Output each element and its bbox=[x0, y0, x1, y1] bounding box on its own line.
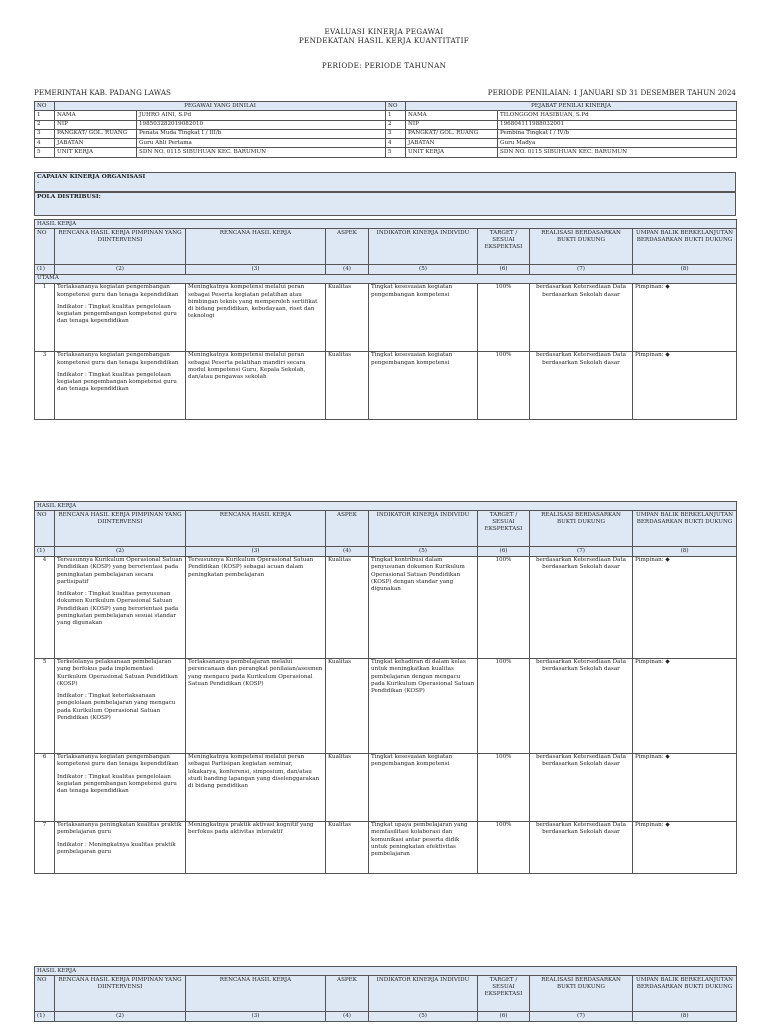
row-no: 6 bbox=[35, 753, 55, 821]
col-number: (6) bbox=[478, 1012, 530, 1021]
col-number: (4) bbox=[326, 547, 369, 556]
id-no: 1 bbox=[386, 111, 406, 120]
row-aspek: Kualitas bbox=[326, 658, 369, 753]
col-header: RENCANA HASIL KERJA bbox=[186, 511, 326, 547]
pegawai-nama: JUHRO AINI, S.Pd bbox=[137, 111, 386, 120]
table-row bbox=[35, 556, 737, 658]
col-header: NO bbox=[35, 511, 55, 547]
col-number: (8) bbox=[633, 1012, 737, 1021]
row-target: 100% bbox=[478, 556, 530, 658]
pegawai-header: PEGAWAI YANG DINILAI bbox=[55, 102, 386, 111]
capaian-section bbox=[34, 172, 736, 192]
row-indikator: Tingkat kehadiran di dalam kelas untuk meningkatkan kualitas pembelajaran dengan mengacu pada Kurikulum Operasional Satuan Pendidikan (KOSP) bbox=[369, 658, 478, 753]
pimpinan-indikator: Indikator : Tingkat kualitas penyusunan dokumen Kurikulum Operasional Satuan Pendidikan (KOSP) yang berorientasi pada peningkatan pembelajaran sesuai standar yang digunakan bbox=[57, 591, 179, 627]
col-number: (5) bbox=[369, 265, 478, 274]
no-header: NO bbox=[35, 102, 55, 111]
row-pimpinan bbox=[55, 556, 186, 658]
capaian-title: CAPAIAN KINERJA ORGANISASI bbox=[37, 173, 146, 180]
pejabat-unit: SDN NO. 0115 SIBUHUAN KEC. BARUMUN bbox=[498, 148, 737, 157]
id-no: 2 bbox=[386, 120, 406, 129]
table-row bbox=[35, 658, 737, 753]
id-label: UNIT KERJA bbox=[55, 148, 137, 157]
row-umpan-balik: Pimpinan: ◆ bbox=[633, 556, 737, 658]
col-header: RENCANA HASIL KERJA bbox=[186, 229, 326, 265]
row-no: 7 bbox=[35, 821, 55, 873]
col-header: TARGET / SESUAI EKSPEKTASI bbox=[478, 511, 530, 547]
col-number: (8) bbox=[633, 547, 737, 556]
id-label: UNIT KERJA bbox=[406, 148, 498, 157]
row-realisasi: berdasarkan Ketersediaan Data berdasarkan Sekolah dasar bbox=[530, 283, 633, 351]
pimpinan-text: Terlaksananya kegiatan pengembangan kompetensi guru dan tenaga kependidikan bbox=[57, 284, 179, 298]
pegawai-unit: SDN NO. 0115 SIBUHUAN KEC. BARUMUN bbox=[137, 148, 386, 157]
row-no: 1 bbox=[35, 283, 55, 351]
col-header: UMPAN BALIK BERKELANJUTAN BERDASARKAN BUKTI DUKUNG bbox=[633, 976, 737, 1012]
col-number: (5) bbox=[369, 1012, 478, 1021]
row-umpan-balik: Pimpinan: ◆ bbox=[633, 351, 737, 419]
pejabat-nip: 196804111988032001 bbox=[498, 120, 737, 129]
pimpinan-text: Tersusunnya Kurikulum Operasional Satuan Pendidikan (KOSP) yang berorientasi pada peningkatan pembelajaran secara partisipatif bbox=[57, 557, 183, 585]
row-pimpinan bbox=[55, 283, 186, 351]
col-number: (3) bbox=[186, 265, 326, 274]
id-no: 3 bbox=[35, 129, 55, 138]
col-header: RENCANA HASIL KERJA PIMPINAN YANG DIINTERVENSI bbox=[55, 976, 186, 1012]
col-header: RENCANA HASIL KERJA PIMPINAN YANG DIINTERVENSI bbox=[55, 229, 186, 265]
instansi-name: PEMERINTAH KAB. PADANG LAWAS bbox=[34, 88, 171, 97]
col-number: (1) bbox=[35, 1012, 55, 1021]
pejabat-header: PEJABAT PENILAI KINERJA bbox=[406, 102, 737, 111]
id-no: 3 bbox=[386, 129, 406, 138]
row-no: 4 bbox=[35, 556, 55, 658]
id-label: JABATAN bbox=[406, 139, 498, 148]
pegawai-pangkat: Penata Muda Tingkat I / III/b bbox=[137, 129, 386, 138]
col-number: (7) bbox=[530, 547, 633, 556]
col-header: NO bbox=[35, 976, 55, 1012]
row-indikator: Tingkat kesesuaian kegiatan pengembangan kompetensi bbox=[369, 351, 478, 419]
row-no: 3 bbox=[35, 351, 55, 419]
row-umpan-balik: Pimpinan: ◆ bbox=[633, 753, 737, 821]
col-header: ASPEK bbox=[326, 229, 369, 265]
col-number: (2) bbox=[55, 265, 186, 274]
col-header: TARGET / SESUAI EKSPEKTASI bbox=[478, 976, 530, 1012]
pimpinan-text: Terkelolanya pelaksanaan pembelajaran yang berfokus pada implementasi Kurikulum Operasional Satuan Pendidikan (KOSP) bbox=[57, 659, 178, 687]
row-pimpinan bbox=[55, 658, 186, 753]
col-header: ASPEK bbox=[326, 976, 369, 1012]
row-realisasi: berdasarkan Ketersediaan Data berdasarkan Sekolah dasar bbox=[530, 351, 633, 419]
row-rencana: Meningkatnya praktik aktivasi kognitif yang berfokus pada aktivitas interaktif bbox=[186, 821, 326, 873]
col-number: (3) bbox=[186, 547, 326, 556]
row-target: 100% bbox=[478, 821, 530, 873]
id-no: 5 bbox=[386, 148, 406, 157]
table-row bbox=[35, 351, 737, 419]
hasil-kerja-table-2 bbox=[34, 501, 737, 874]
col-header: RENCANA HASIL KERJA bbox=[186, 976, 326, 1012]
col-number: (4) bbox=[326, 265, 369, 274]
row-umpan-balik: Pimpinan: ◆ bbox=[633, 821, 737, 873]
row-target: 100% bbox=[478, 283, 530, 351]
periode-penilaian: PERIODE PENILAIAN: 1 JANUARI SD 31 DESEMBER TAHUN 2024 bbox=[487, 88, 736, 97]
pimpinan-text: Terlaksananya peningkatan kualitas praktik pembelajaran guru bbox=[57, 822, 182, 836]
row-umpan-balik: Pimpinan: ◆ bbox=[633, 658, 737, 753]
col-header: UMPAN BALIK BERKELANJUTAN BERDASARKAN BUKTI DUKUNG bbox=[633, 229, 737, 265]
id-no: 4 bbox=[386, 139, 406, 148]
pegawai-nip: 198503282019082010 bbox=[137, 120, 386, 129]
row-target: 100% bbox=[478, 658, 530, 753]
identity-table bbox=[34, 101, 737, 158]
pola-section bbox=[34, 192, 736, 216]
row-no: 5 bbox=[35, 658, 55, 753]
pejabat-pangkat: Pembina Tingkat I / IV/b bbox=[498, 129, 737, 138]
row-aspek: Kualitas bbox=[326, 821, 369, 873]
col-number: (1) bbox=[35, 547, 55, 556]
id-label: PANGKAT/ GOL. RUANG bbox=[406, 129, 498, 138]
col-number: (2) bbox=[55, 547, 186, 556]
table-row bbox=[35, 821, 737, 873]
instansi-row bbox=[34, 88, 736, 98]
col-number: (6) bbox=[478, 547, 530, 556]
col-header: UMPAN BALIK BERKELANJUTAN BERDASARKAN BUKTI DUKUNG bbox=[633, 511, 737, 547]
row-indikator: Tingkat kontribusi dalam penyusunan dokumen Kurikulum Operasional Satuan Pendidikan (KOSP) dengan standar yang digunakan bbox=[369, 556, 478, 658]
id-no: 4 bbox=[35, 139, 55, 148]
id-label: NIP bbox=[55, 120, 137, 129]
col-header: TARGET / SESUAI EKSPEKTASI bbox=[478, 229, 530, 265]
col-header: RENCANA HASIL KERJA PIMPINAN YANG DIINTERVENSI bbox=[55, 511, 186, 547]
id-label: NAMA bbox=[55, 111, 137, 120]
row-pimpinan bbox=[55, 753, 186, 821]
pola-title: POLA DISTRIBUSI: bbox=[37, 193, 101, 200]
col-header: NO bbox=[35, 229, 55, 265]
table-row bbox=[35, 283, 737, 351]
row-rencana: Meningkatnya kompetensi melalui peran sebagai Peserta kegiatan pelatihan atau bimbingan teknis yang memperoleh sertifikat di bidang pendidikan, kebudayaan, riset dan teknologi bbox=[186, 283, 326, 351]
doc-title-line1: EVALUASI KINERJA PEGAWAI bbox=[324, 27, 444, 36]
col-header: REALISASI BERDASARKAN BUKTI DUKUNG bbox=[530, 229, 633, 265]
pimpinan-text: Terlaksananya kegiatan pengembangan kompetensi guru dan tenaga kependidikan bbox=[57, 754, 179, 768]
row-target: 100% bbox=[478, 351, 530, 419]
col-number: (4) bbox=[326, 1012, 369, 1021]
col-number: (1) bbox=[35, 265, 55, 274]
row-pimpinan bbox=[55, 351, 186, 419]
col-number: (7) bbox=[530, 1012, 633, 1021]
id-no: 1 bbox=[35, 111, 55, 120]
row-realisasi: berdasarkan Ketersediaan Data berdasarkan Sekolah dasar bbox=[530, 821, 633, 873]
col-header: INDIKATOR KINERJA INDIVIDU bbox=[369, 976, 478, 1012]
row-target: 100% bbox=[478, 753, 530, 821]
row-rencana: Meningkatnya kompetensi melalui peran sebagai Peserta pelatihan mandiri secara modul kompetensi Guru, Kepala Sekolah, dan/atau pengawas sekolah bbox=[186, 351, 326, 419]
row-aspek: Kualitas bbox=[326, 556, 369, 658]
col-number: (6) bbox=[478, 265, 530, 274]
col-number: (8) bbox=[633, 265, 737, 274]
row-indikator: Tingkat kesesuaian kegiatan pengembangan kompetensi bbox=[369, 753, 478, 821]
pimpinan-indikator: Indikator : Tingkat kualitas pengelolaan kegiatan pengembangan kompetensi guru dan tenaga kependidikan bbox=[57, 773, 177, 795]
pimpinan-indikator: Indikator : Tingkat kualitas pengelolaan kegiatan pengembangan kompetensi guru dan tenaga kependidikan bbox=[57, 371, 177, 393]
col-header: REALISASI BERDASARKAN BUKTI DUKUNG bbox=[530, 976, 633, 1012]
row-realisasi: berdasarkan Ketersediaan Data berdasarkan Sekolah dasar bbox=[530, 556, 633, 658]
id-no: 5 bbox=[35, 148, 55, 157]
col-header: INDIKATOR KINERJA INDIVIDU bbox=[369, 511, 478, 547]
row-aspek: Kualitas bbox=[326, 351, 369, 419]
table-row bbox=[35, 753, 737, 821]
col-number: (2) bbox=[55, 1012, 186, 1021]
capaian-value: - bbox=[37, 180, 39, 186]
pimpinan-indikator: Indikator : Tingkat keterlaksanaan pengelolaan pembelajaran yang mengacu pada Kurikulum Operasional Satuan Pendidikan (KOSP) bbox=[57, 693, 176, 721]
id-label: PANGKAT/ GOL. RUANG bbox=[55, 129, 137, 138]
col-header: INDIKATOR KINERJA INDIVIDU bbox=[369, 229, 478, 265]
id-label: NAMA bbox=[406, 111, 498, 120]
doc-title-line2: PENDEKATAN HASIL KERJA KUANTITATIF bbox=[298, 36, 470, 45]
no-header: NO bbox=[386, 102, 406, 111]
row-aspek: Kualitas bbox=[326, 283, 369, 351]
pimpinan-indikator: Indikator : Tingkat kualitas pengelolaan kegiatan pengembangan kompetensi guru dan tenaga kependidikan bbox=[57, 303, 177, 325]
hasil-kerja-table-1 bbox=[34, 219, 737, 420]
row-rencana: Terlaksananya pembelajaran melalui perencanaan dan perangkat penilaian/asesmen yang mengacu pada Kurikulum Operasional Satuan Pendidikan (KOSP) bbox=[186, 658, 326, 753]
hasil-kerja-table-3 bbox=[34, 966, 737, 1022]
row-realisasi: berdasarkan Ketersediaan Data berdasarkan Sekolah dasar bbox=[530, 658, 633, 753]
col-number: (3) bbox=[186, 1012, 326, 1021]
id-label: JABATAN bbox=[55, 139, 137, 148]
hasil-kerja-title: HASIL KERJA bbox=[35, 502, 737, 511]
row-rencana: Tersusunnya Kurikulum Operasional Satuan Pendidikan (KOSP) sebagai acuan dalam peningkatan pembelajaran bbox=[186, 556, 326, 658]
pimpinan-indikator: Indikator : Meningkatnya kualitas praktik pembelajaran guru bbox=[57, 841, 176, 855]
id-no: 2 bbox=[35, 120, 55, 129]
col-number: (5) bbox=[369, 547, 478, 556]
row-realisasi: berdasarkan Ketersediaan Data berdasarkan Sekolah dasar bbox=[530, 753, 633, 821]
hasil-kerja-title: HASIL KERJA bbox=[35, 967, 737, 976]
row-pimpinan bbox=[55, 821, 186, 873]
col-header: ASPEK bbox=[326, 511, 369, 547]
id-label: NIP bbox=[406, 120, 498, 129]
col-number: (7) bbox=[530, 265, 633, 274]
row-umpan-balik: Pimpinan: ◆ bbox=[633, 283, 737, 351]
pimpinan-text: Terlaksananya kegiatan pengembangan kompetensi guru dan tenaga kependidikan bbox=[57, 352, 179, 366]
row-indikator: Tingkat upaya pembelajaran yang memfasilitasi kolaborasi dan komunikasi antar peserta didik untuk peningkatan efektivitas pembelajaran bbox=[369, 821, 478, 873]
utama-label: UTAMA bbox=[35, 274, 737, 283]
col-header: REALISASI BERDASARKAN BUKTI DUKUNG bbox=[530, 511, 633, 547]
row-rencana: Meningkatnya kompetensi melalui peran sebagai Partisipan kegiatan seminar, lokakarya, konferensi, simposium, dan/atau studi banding lapangan yang diselenggarakan di bidang pendidikan bbox=[186, 753, 326, 821]
hasil-kerja-title: HASIL KERJA bbox=[35, 220, 737, 229]
doc-periode: PERIODE: PERIODE TAHUNAN bbox=[321, 61, 447, 70]
pegawai-jabatan: Guru Ahli Pertama bbox=[137, 139, 386, 148]
row-indikator: Tingkat kesesuaian kegiatan pengembangan kompetensi bbox=[369, 283, 478, 351]
pejabat-nama: TILONGGOM HASIBUAN, S.Pd bbox=[498, 111, 737, 120]
row-aspek: Kualitas bbox=[326, 753, 369, 821]
pejabat-jabatan: Guru Madya bbox=[498, 139, 737, 148]
